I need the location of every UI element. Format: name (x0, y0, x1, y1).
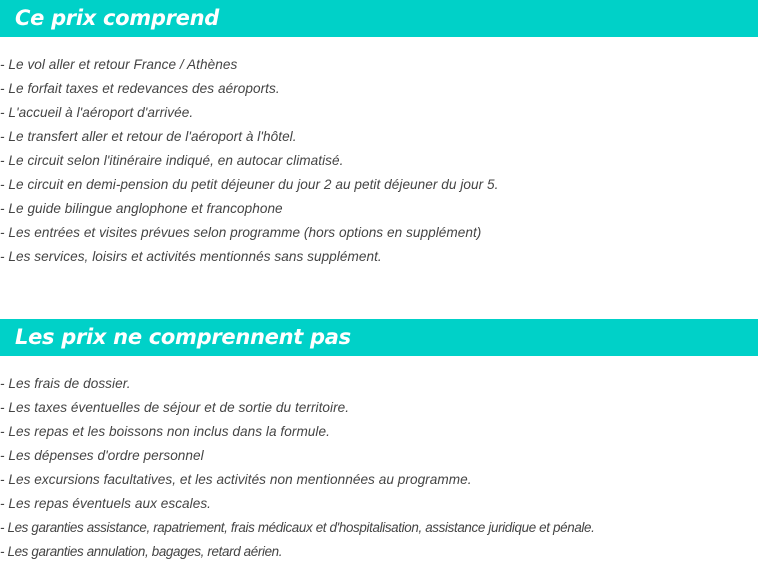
list-item: - Les garanties annulation, bagages, retard aérien. (0, 544, 283, 559)
list-item: - L'accueil à l'aéroport d'arrivée. (0, 105, 194, 120)
price-excludes-banner (0, 319, 758, 356)
list-item: - Les entrées et visites prévues selon programme (hors options en supplément) (0, 225, 482, 240)
list-item: - Le forfait taxes et redevances des aéroports. (0, 81, 280, 96)
list-item: - Le transfert aller et retour de l'aéroport à l'hôtel. (0, 129, 297, 144)
list-item: - Les frais de dossier. (0, 376, 131, 391)
price-includes-list (0, 55, 498, 271)
price-includes-banner (0, 0, 758, 37)
price-excludes-title: Les prix ne comprennent pas (15, 325, 351, 349)
price-excludes-section (0, 319, 758, 559)
list-item: - Les services, loisirs et activités mentionnés sans supplément. (0, 249, 382, 264)
list-item: - Les taxes éventuelles de séjour et de sortie du territoire. (0, 400, 350, 415)
price-includes-section (0, 0, 758, 264)
list-item: - Le vol aller et retour France / Athènes (0, 57, 238, 72)
list-item: - Le circuit selon l'itinéraire indiqué, en autocar climatisé. (0, 153, 344, 168)
list-item: - Les repas et les boissons non inclus dans la formule. (0, 424, 330, 439)
list-item: - Les dépenses d'ordre personnel (0, 448, 204, 463)
list-item: - Les excursions facultatives, et les activités non mentionnées au programme. (0, 472, 472, 487)
list-item: - Les garanties assistance, rapatriement, frais médicaux et d'hospitalisation, assistance juridique et pénale. (0, 520, 595, 535)
price-excludes-list (0, 374, 595, 566)
price-includes-title: Ce prix comprend (15, 6, 219, 30)
list-item: - Les repas éventuels aux escales. (0, 496, 212, 511)
list-item: - Le guide bilingue anglophone et francophone (0, 201, 283, 216)
list-item: - Le circuit en demi-pension du petit déjeuner du jour 2 au petit déjeuner du jour 5. (0, 177, 499, 192)
